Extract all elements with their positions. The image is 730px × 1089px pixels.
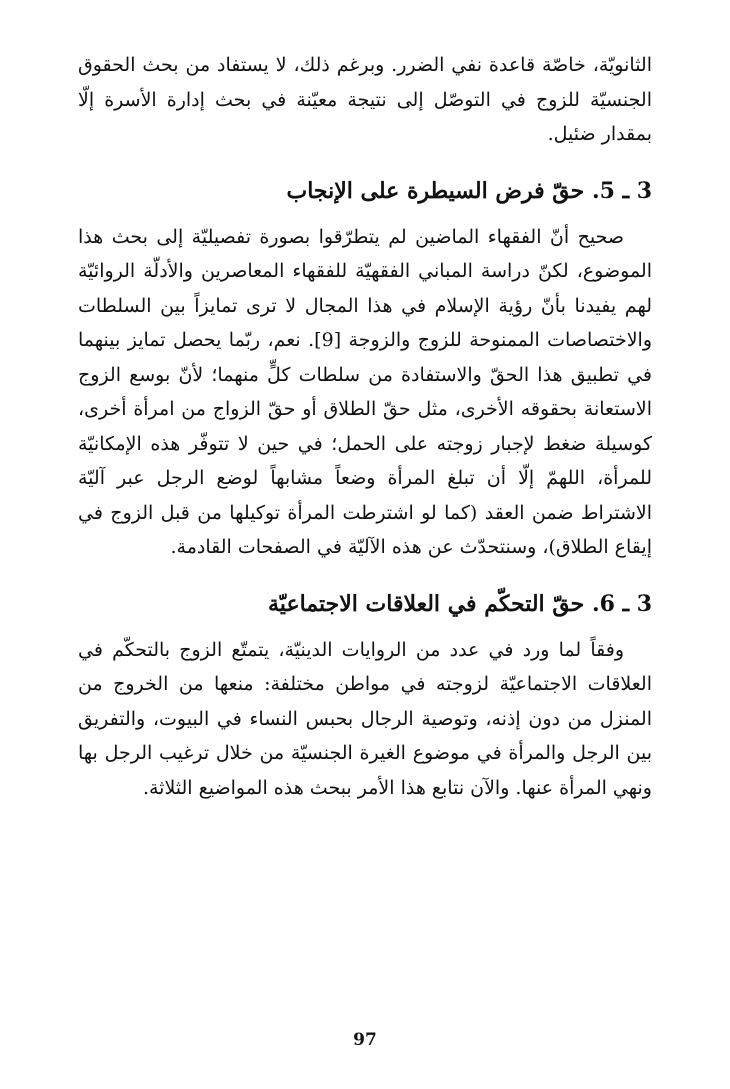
section-number: 3 ـ 6. bbox=[591, 590, 652, 617]
section-heading-3-5 bbox=[78, 174, 652, 208]
section-title: حقّ فرض السيطرة على الإنجاب bbox=[286, 177, 585, 204]
page-number: 97 bbox=[353, 1030, 377, 1050]
section-number: 3 ـ 5. bbox=[591, 177, 652, 204]
section-3-5-paragraph: صحيح أنّ الفقهاء الماضين لم يتطرّقوا بصورة تفصيليّة إلى بحث هذا الموضوع، لكنّ دراسة المباني الفقهيّة للفقهاء المعاصرين والأدلّة الروائيّة لهم يفيدنا بأنّ رؤية الإسلام في هذا المجال لا ترى تمايزاً بين السلطات والاختصاصات الممنوحة للزوج والزوجة [9]. نعم، ربّما يحصل تمايز بينهما في تطبيق هذا الحقّ والاستفادة من سلطات كلٍّ منهما؛ لأنّ بوسع الزوج الاستعانة بحقوقه الأخرى، مثل حقّ الطلاق أو حقّ الزواج من امرأة أخرى، كوسيلة ضغط لإجبار زوجته على الحمل؛ في حين لا تتوفّر هذه الإمكانيّة للمرأة، اللهمّ إلّا أن تبلغ المرأة وضعاً مشابهاً لوضع الرجل عبر آليّة الاشتراط ضمن العقد (كما لو اشترطت المرأة توكيلها من قبل الزوج في إيقاع الطلاق)، وسنتحدّث عن هذه الآليّة في الصفحات القادمة. bbox=[78, 225, 652, 558]
section-3-6-paragraph: وفقاً لما ورد في عدد من الروايات الدينيّة، يتمتّع الزوج بالتحكّم في العلاقات الاجتماعيّة لزوجته في مواطن مختلفة: منعها من الخروج من المنزل من دون إذنه، وتوصية الرجال بحبس النساء في البيوت، والتفريق بين الرجل والمرأة في موضوع الغيرة الجنسيّة من خلال ترغيب الرجل بها ونهي المرأة عنها. والآن نتابع هذا الأمر ببحث هذه المواضيع الثلاثة. bbox=[78, 638, 652, 799]
section-title: حقّ التحكّم في العلاقات الاجتماعيّة bbox=[268, 590, 585, 617]
intro-paragraph: الثانويّة، خاصّة قاعدة نفي الضرر. وبرغم ذلك، لا يستفاد من بحث الحقوق الجنسيّة للزوج في التوصّل إلى نتيجة معيّنة في بحث إدارة الأسرة إلّا بمقدار ضئيل. bbox=[78, 54, 652, 145]
section-heading-3-6 bbox=[78, 587, 652, 621]
